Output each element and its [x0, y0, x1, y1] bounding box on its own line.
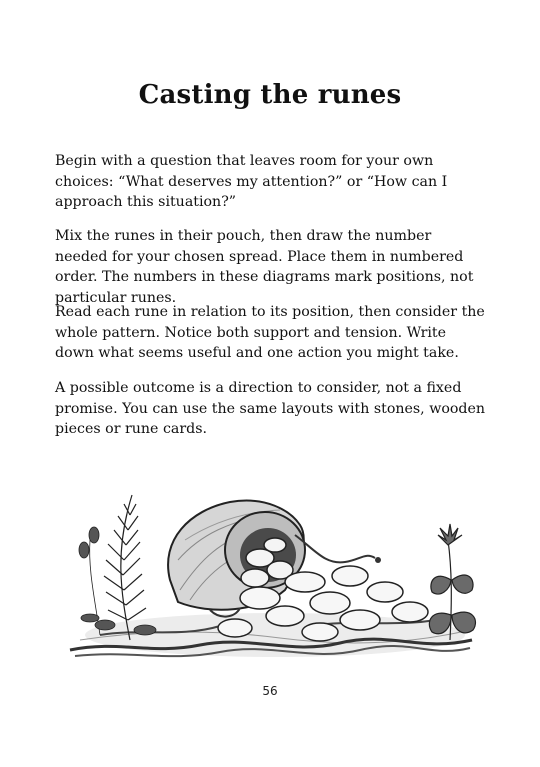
nettle-right-icon — [429, 524, 475, 640]
paragraph-outcome: A possible outcome is a direction to consider, not a fixed promise. You can use the same layouts with stones, wooden pieces or rune cards. — [55, 380, 486, 437]
paragraph-draw: Mix the runes in their pouch, then draw the number needed for your chosen spread. Place them in numbered order. The numbers in these diagrams mark positions, not particular runes. — [55, 228, 474, 306]
page-title: Casting the runes — [138, 80, 402, 110]
paragraph-read: Read each rune in relation to its position, then consider the whole pattern. Notice both support and tension. Write down what seems useful and one action you might take. — [55, 304, 485, 361]
paragraph-question: Begin with a question that leaves room for your own choices: “What deserves my attention?” or “How can I approach this situation?” — [55, 153, 448, 210]
fern-left-icon — [104, 495, 146, 640]
page-number: 56 — [262, 684, 278, 698]
rune-pouch-illustration — [60, 440, 480, 675]
